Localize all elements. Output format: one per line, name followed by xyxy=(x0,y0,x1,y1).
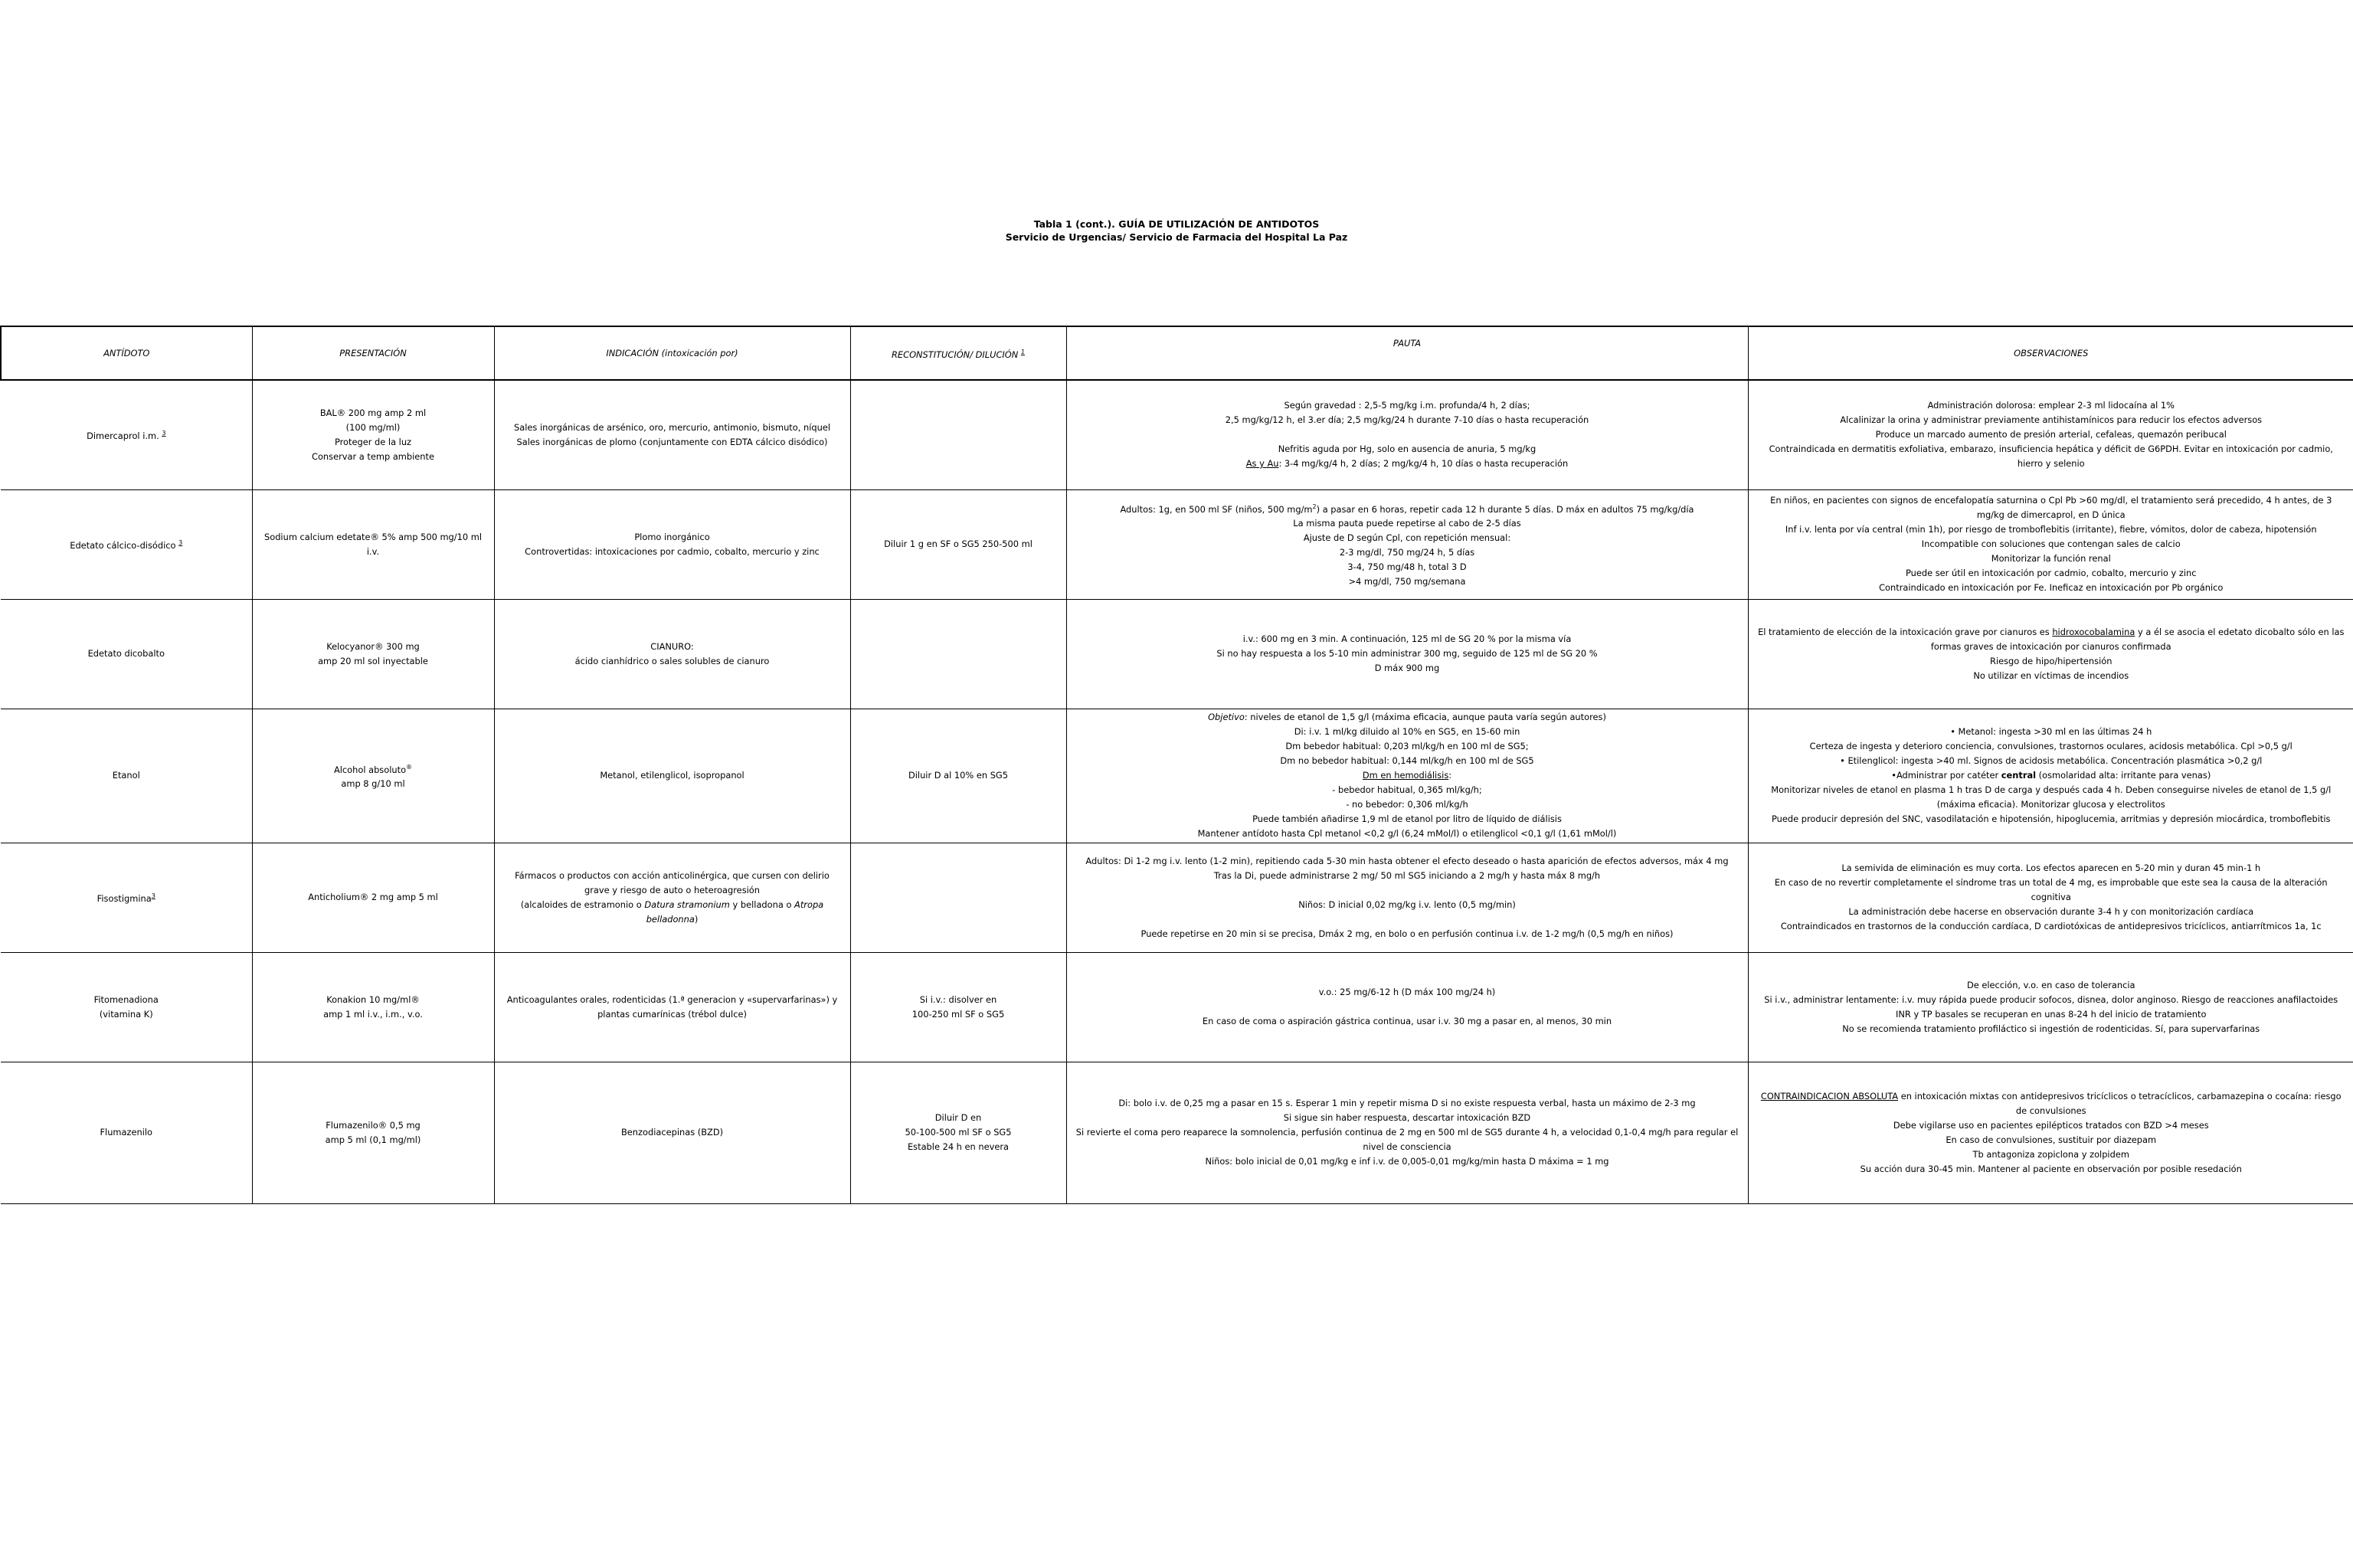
cell-reconstitucion: Diluir D en 50-100-500 ml SF o SG5 Estable 24 h en nevera xyxy=(850,1062,1066,1203)
cell-antidoto: Etanol xyxy=(1,709,252,843)
cell-observaciones: Administración dolorosa: emplear 2-3 ml lidocaína al 1% Alcalinizar la orina y administrar previamente antihistamínicos para reducir los efectos adversos Produce un marcado aumento de presión arterial, cefaleas, quemazón peribucal Contraindicada en dermatitis exfoliativa, embarazo, insuficiencia hepática y déficit de G6PDH. Evitar en intoxicación por cadmio, hierro y selenio xyxy=(1748,380,2353,489)
cell-presentacion: Kelocyanor® 300 mg amp 20 ml sol inyectable xyxy=(252,599,494,709)
cell-indicacion: Metanol, etilenglicol, isopropanol xyxy=(494,709,850,843)
cell-pauta: Di: bolo i.v. de 0,25 mg a pasar en 15 s. Esperar 1 min y repetir misma D si no existe respuesta verbal, hasta un máximo de 2-3 mg Si sigue sin haber respuesta, descartar intoxicación BZD Si revierte el coma pero reaparece la somnolencia, perfusión continua de 2 mg en 500 ml de SG5 durante 4 h, a velocidad 0,1-0,4 mg/h para regular el nivel de consciencia Niños: bolo inicial de 0,01 mg/kg e inf i.v. de 0,005-0,01 mg/kg/min hasta D máxima = 1 mg xyxy=(1066,1062,1748,1203)
antidote-guide-table xyxy=(0,326,2353,1204)
table-row xyxy=(1,599,2353,709)
table-row xyxy=(1,380,2353,489)
cell-presentacion: Anticholium® 2 mg amp 5 ml xyxy=(252,843,494,952)
cell-indicacion: Fármacos o productos con acción anticolinérgica, que cursen con delirio grave y riesgo de auto o heteroagresión (alcaloides de estramonio o Datura stramonium y belladona o Atropa belladonna) xyxy=(494,843,850,952)
cell-reconstitucion xyxy=(850,599,1066,709)
cell-antidoto: Edetato dicobalto xyxy=(1,599,252,709)
cell-presentacion: Konakion 10 mg/ml® amp 1 ml i.v., i.m., v.o. xyxy=(252,952,494,1062)
footnote-ref: 1 xyxy=(1020,348,1025,355)
cell-antidoto: Flumazenilo xyxy=(1,1062,252,1203)
cell-reconstitucion: Diluir D al 10% en SG5 xyxy=(850,709,1066,843)
footnote-ref: 3 xyxy=(162,430,166,437)
cell-reconstitucion xyxy=(850,843,1066,952)
table-row xyxy=(1,489,2353,599)
cell-presentacion: Alcohol absoluto® amp 8 g/10 ml xyxy=(252,709,494,843)
cell-pauta: i.v.: 600 mg en 3 min. A continuación, 125 ml de SG 20 % por la misma vía Si no hay respuesta a los 5-10 min administrar 300 mg, seguido de 125 ml de SG 20 % D máx 900 mg xyxy=(1066,599,1748,709)
cell-observaciones: CONTRAINDICACION ABSOLUTA en intoxicación mixtas con antidepresivos tricíclicos o tetracíclicos, carbamazepina o cocaína: riesgo de convulsiones Debe vigilarse uso en pacientes epilépticos tratados con BZD >4 meses En caso de convulsiones, sustituir por diazepam Tb antagoniza zopiclona y zolpidem Su acción dura 30-45 min. Mantener al paciente en observación por posible resedación xyxy=(1748,1062,2353,1203)
cell-presentacion: Flumazenilo® 0,5 mg amp 5 ml (0,1 mg/ml) xyxy=(252,1062,494,1203)
footnote-ref: 3 xyxy=(178,539,183,547)
table-row xyxy=(1,709,2353,843)
cell-antidoto: Fisostigmina$^3$ xyxy=(1,843,252,952)
cell-observaciones: La semivida de eliminación es muy corta. Los efectos aparecen en 5-20 min y duran 45 min-1 h En caso de no revertir completamente el síndrome tras un total de 4 mg, es improbable que este sea la causa de la alteración cognitiva La administración debe hacerse en observación durante 3-4 h y con monitorización cardíaca Contraindicados en trastornos de la conducción cardíaca, D cardiotóxicas de antidepresivos tricíclicos, antiarrítmicos 1a, 1c xyxy=(1748,843,2353,952)
cell-indicacion: Plomo inorgánico Controvertidas: intoxicaciones por cadmio, cobalto, mercurio y zinc xyxy=(494,489,850,599)
cell-observaciones: De elección, v.o. en caso de tolerancia Si i.v., administrar lentamente: i.v. muy rápida puede producir sofocos, disnea, dolor anginoso. Riesgo de reacciones anafilactoides INR y TP basales se recuperan en unas 8-24 h del inicio de tratamiento No se recomienda tratamiento profiláctico si ingestión de rodenticidas. Sí, para supervarfarinas xyxy=(1748,952,2353,1062)
cell-reconstitucion: Diluir 1 g en SF o SG5 250-500 ml xyxy=(850,489,1066,599)
header-pauta: PAUTA xyxy=(1066,326,1748,380)
table-row xyxy=(1,1062,2353,1203)
footnote-ref: 3 xyxy=(151,892,155,900)
table-title xyxy=(0,218,2353,244)
table-header-row xyxy=(1,326,2353,380)
cell-pauta: Adultos: Di 1-2 mg i.v. lento (1-2 min), repitiendo cada 5-30 min hasta obtener el efecto deseado o hasta aparición de efectos adversos, máx 4 mg Tras la Di, puede administrarse 2 mg/ 50 ml SG5 iniciando a 2 mg/h y hasta máx 8 mg/h Niños: D inicial 0,02 mg/kg i.v. lento (0,5 mg/min) Puede repetirse en 20 min si se precisa, Dmáx 2 mg, en bolo o en perfusión continua i.v. de 1-2 mg/h (0,5 mg/h en niños) xyxy=(1066,843,1748,952)
header-reconstitucion: RECONSTITUCIÓN/ DILUCIÓN $^1$ xyxy=(850,326,1066,380)
table-row xyxy=(1,843,2353,952)
cell-indicacion: CIANURO: ácido cianhídrico o sales solubles de cianuro xyxy=(494,599,850,709)
cell-pauta: Adultos: 1g, en 500 ml SF (niños, 500 $mg/m^2$) a pasar en 6 horas, repetir cada 12 h durante 5 días. D máx en adultos 75 mg/kg/día La misma pauta puede repetirse al cabo de 2-5 días Ajuste de D según Cpl, con repetición mensual: 2-3 mg/dl, 750 mg/24 h, 5 días 3-4, 750 mg/48 h, total 3 D >4 mg/dl, 750 mg/semana xyxy=(1066,489,1748,599)
cell-indicacion: Benzodiacepinas (BZD) xyxy=(494,1062,850,1203)
cell-reconstitucion xyxy=(850,380,1066,489)
cell-indicacion: Sales inorgánicas de arsénico, oro, mercurio, antimonio, bismuto, níquel Sales inorgánicas de plomo (conjuntamente con EDTA cálcico disódico) xyxy=(494,380,850,489)
cell-observaciones: • Metanol: ingesta >30 ml en las últimas 24 h Certeza de ingesta y deterioro conciencia, convulsiones, trastornos oculares, acidosis metabólica. Cpl >0,5 g/l • Etilenglicol: ingesta >40 ml. Signos de acidosis metabólica. Concentración plasmática >0,2 g/l •Administrar por catéter central (osmolaridad alta: irritante para venas) Monitorizar niveles de etanol en plasma 1 h tras D de carga y después cada 4 h. Deben conseguirse niveles de etanol de 1,5 g/l (máxima eficacia). Monitorizar glucosa y electrolitos Puede producir depresión del SNC, vasodilatación e hipotensión, hipoglucemia, arritmias y depresión miocárdica, tromboflebitis xyxy=(1748,709,2353,843)
cell-antidoto: Fitomenadiona (vitamina K) xyxy=(1,952,252,1062)
header-indicacion: INDICACIÓN (intoxicación por) xyxy=(494,326,850,380)
cell-antidoto: Dimercaprol i.m. $^3$ xyxy=(1,380,252,489)
header-antidoto: ANTÍDOTO xyxy=(1,326,252,380)
title-line-2: Servicio de Urgencias/ Servicio de Farmacia del Hospital La Paz xyxy=(1005,231,1348,243)
cell-indicacion: Anticoagulantes orales, rodenticidas (1.ª generacion y «supervarfarinas») y plantas cumarínicas (trébol dulce) xyxy=(494,952,850,1062)
cell-observaciones: El tratamiento de elección de la intoxicación grave por cianuros es hidroxocobalamina y a él se asocia el edetato dicobalto sólo en las formas graves de intoxicación por cianuros confirmada Riesgo de hipo/hipertensión No utilizar en víctimas de incendios xyxy=(1748,599,2353,709)
cell-pauta: v.o.: 25 mg/6-12 h (D máx 100 mg/24 h) En caso de coma o aspiración gástrica continua, usar i.v. 30 mg a pasar en, al menos, 30 min xyxy=(1066,952,1748,1062)
cell-observaciones: En niños, en pacientes con signos de encefalopatía saturnina o Cpl Pb >60 mg/dl, el tratamiento será precedido, 4 h antes, de 3 mg/kg de dimercaprol, en D única Inf i.v. lenta por vía central (min 1h), por riesgo de tromboflebitis (irritante), fiebre, vómitos, dolor de cabeza, hipotensión Incompatible con soluciones que contengan sales de calcio Monitorizar la función renal Puede ser útil en intoxicación por cadmio, cobalto, mercurio y zinc Contraindicado en intoxicación por Fe. Ineficaz en intoxicación por Pb orgánico xyxy=(1748,489,2353,599)
cell-pauta: Según gravedad : 2,5-5 mg/kg i.m. profunda/4 h, 2 días; 2,5 mg/kg/12 h, el 3.er día; 2,5 mg/kg/24 h durante 7-10 días o hasta recuperación Nefritis aguda por Hg, solo en ausencia de anuria, 5 mg/kg As y Au: 3-4 mg/kg/4 h, 2 días; 2 mg/kg/4 h, 10 días o hasta recuperación xyxy=(1066,380,1748,489)
title-line-1: Tabla 1 (cont.). GUÍA DE UTILIZACIÓN DE ANTIDOTOS xyxy=(1033,218,1320,230)
cell-presentacion: BAL® 200 mg amp 2 ml (100 mg/ml) Proteger de la luz Conservar a temp ambiente xyxy=(252,380,494,489)
cell-presentacion: Sodium calcium edetate® 5% amp 500 mg/10 ml i.v. xyxy=(252,489,494,599)
table-row xyxy=(1,952,2353,1062)
header-presentacion: PRESENTACIÓN xyxy=(252,326,494,380)
cell-antidoto: Edetato cálcico-disódico $^3$ xyxy=(1,489,252,599)
cell-reconstitucion: Si i.v.: disolver en 100-250 ml SF o SG5 xyxy=(850,952,1066,1062)
cell-pauta: Objetivo: niveles de etanol de 1,5 g/l (máxima eficacia, aunque pauta varía según autores) Di: i.v. 1 ml/kg diluido al 10% en SG5, en 15-60 min Dm bebedor habitual: 0,203 ml/kg/h en 100 ml de SG5; Dm no bebedor habitual: 0,144 ml/kg/h en 100 ml de SG5 Dm en hemodiálisis: - bebedor habitual, 0,365 ml/kg/h; - no bebedor: 0,306 ml/kg/h Puede también añadirse 1,9 ml de etanol por litro de líquido de diálisis Mantener antídoto hasta Cpl metanol <0,2 g/l (6,24 mMol/l) o etilenglicol <0,1 g/l (1,61 mMol/l) xyxy=(1066,709,1748,843)
header-observaciones: OBSERVACIONES xyxy=(1748,326,2353,380)
